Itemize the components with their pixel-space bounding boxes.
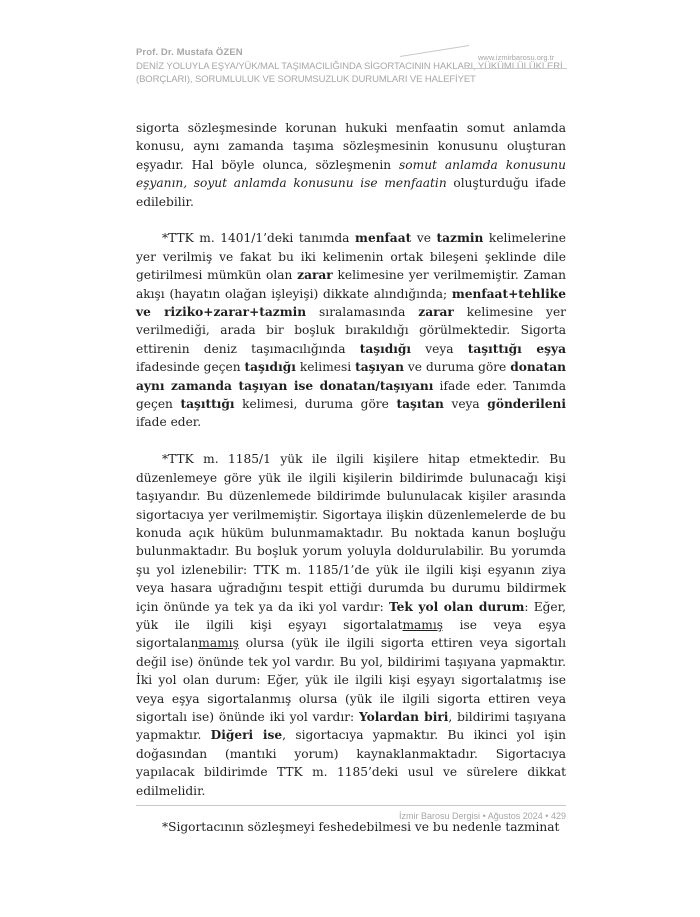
header-rule-slanted <box>400 45 469 57</box>
bold-term: taşıttığı <box>180 397 235 412</box>
bold-term: tazmin <box>436 231 484 246</box>
footer-separator: • <box>482 811 486 821</box>
header-website-link[interactable]: www.izmirbarosu.org.tr <box>478 53 555 62</box>
bold-term: zarar <box>418 305 454 320</box>
paragraph-1: sigorta sözleşmesinde korunan hukuki menfaatin somut anlamda konusu, aynı zamanda taşıma sözleşmesinin konusunu oluşturan eşyadır. Hal böyle olunca, sözleşmenin somut anlamda konusunu eşyanın, soyut anlamda konusunu ise menfaatin oluşturduğu ifade edilebilir. <box>136 121 566 209</box>
running-footer <box>399 811 566 821</box>
paragraph-4: *Sigortacının sözleşmeyi feshedebilmesi ve bu nedenle tazminat <box>162 820 560 835</box>
bold-term: taşıdığı <box>359 341 412 356</box>
bold-term: Tek yol olan durum <box>388 599 525 614</box>
bold-term: Yolardan biri <box>358 709 449 724</box>
running-header-author: Prof. Dr. Mustafa ÖZEN <box>136 47 243 58</box>
paragraph-3: *TTK m. 1185/1 yük ile ilgili kişilere hitap etmektedir. Bu düzenlemeye göre yük ile ilgili kişilerin bildirimde bulunacağı kişi taşıyandır. Bu düzenlemede bildirimde bulunulacak kişiler arasında sigortacıya yer verilmemiştir. Sigortaya ilişkin düzenlemelerde de bu konuda açık hüküm bulunmamaktadır. Bu noktada kanun boşluğu bulunmaktadır. Bu boşluk yorum yoluyla doldurulabilir. Bu yorumda şu yol izlenebilir: TTK m. 1185/1’de yük ile ilgili kişi eşyanın ziya veya hasara uğradığını tespit ettiği durumda bu durumu bildirmek için önünde ya tek ya da iki yol vardır: Tek yol olan durum: Eğer, yük ile ilgili kişi eşyayı sigortalatmamış ise veya eşya sigortalanmamış olursa (yük ile ilgili sigorta ettiren veya sigortalı değil ise) önünde tek yol vardır. Bu yol, bildirimi taşıyana yapmaktır. İki yol olan durum: Eğer, yük ile ilgili kişi eşyayı sigortalatmış ise veya eşya sigortalanmış olursa (yük ile ilgili sigorta ettiren veya sigortalı ise) önünde iki yol vardır: Yolardan biri, bildirimi taşıyana yapmaktır. Diğeri ise, sigortacıya yapmaktır. Bu ikinci yol işin doğasından (mantıki yorum) kaynaklanmaktadır. Sigortacıya yapılacak bildirimde TTK m. 1185’deki usul ve sürelere dikkat edilmelidir. <box>136 452 567 798</box>
body-text <box>136 119 566 837</box>
bold-term: zarar <box>297 268 333 283</box>
bold-term: taşıdığı <box>244 360 296 375</box>
bold-term: taşıtan <box>396 397 444 412</box>
footer-separator: • <box>545 811 549 821</box>
bold-term: Diğeri ise <box>210 728 283 743</box>
bold-term: menfaat+tehlike ve riziko+zarar+tazmin <box>136 286 566 320</box>
bold-term: taşıttığı eşya <box>467 341 567 356</box>
page-number: 429 <box>550 811 566 821</box>
bold-term: menfaat <box>355 231 412 246</box>
footer-date: Ağustos 2024 <box>487 811 543 821</box>
footer-journal: İzmir Barosu Dergisi <box>399 811 481 821</box>
bold-term: donatan aynı zamanda taşıyan ise donatan/taşıyanı <box>136 360 566 393</box>
running-header-title: DENİZ YOLUYLA EŞYA/YÜK/MAL TAŞIMACILIĞINDA SİGORTACININ HAKLARI, YÜKÜMLÜLÜKLERİ (BORÇLARI), SORUMLULUK VE SORUMSUZLUK DURUMLARI VE HALEFİYET <box>136 61 563 85</box>
footer-rule <box>136 805 566 806</box>
paragraph-2: *TTK m. 1401/1’deki tanımda menfaat ve tazmin kelimelerine yer verilmiş ve fakat bu iki kelimenin ortak bileşeni şeklinde dile getirilmesi mümkün olan zarar kelimesine yer verilmemiştir. Zaman akışı (hayatın olağan işleyişi) dikkate alındığında; menfaat+tehlike ve riziko+zarar+tazmin sıralamasında zarar kelimesine yer verilmediği, arada bir boşluk bırakıldığı görülmektedir. Sigorta ettirenin deniz taşımacılığında taşıdığı veya taşıttığı eşya ifadesinde geçen taşıdığı kelimesi taşıyan ve duruma göre donatan aynı zamanda taşıyan ise donatan/taşıyanı ifade eder. Tanımda geçen taşıttığı kelimesi, duruma göre taşıtan veya gönderileni ifade eder. <box>136 231 567 430</box>
bold-term: taşıyan <box>355 360 404 375</box>
underlined-term: mamış <box>198 636 239 651</box>
header-rule <box>465 68 567 69</box>
bold-term: gönderileni <box>487 397 567 412</box>
italic-phrase: somut anlamda konusunu eşyanın, soyut anlamda konusunu ise menfaatin <box>136 157 566 191</box>
underlined-term: mamış <box>402 617 444 632</box>
